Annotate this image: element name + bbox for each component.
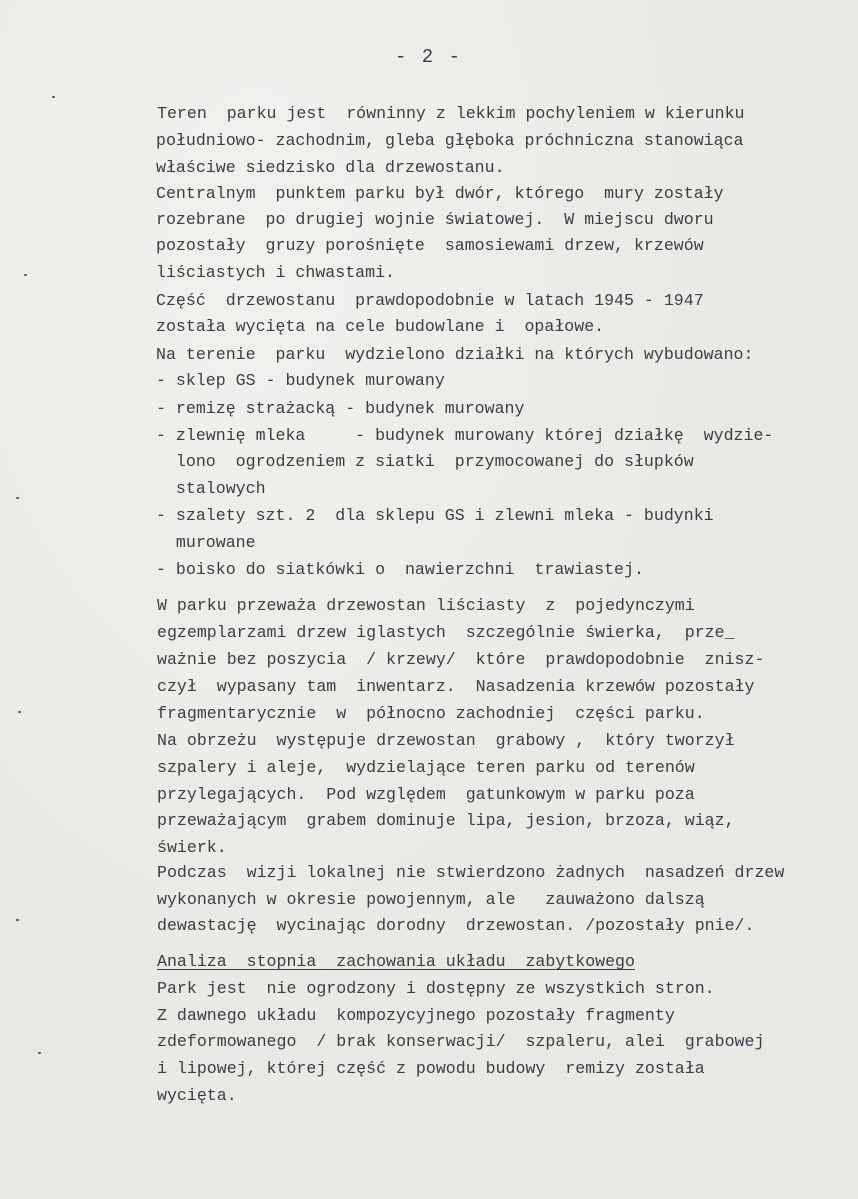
list-item: - zlewnię mleka - budynek murowany której działkę wydzie-: [156, 426, 774, 445]
text-line: świerk.: [157, 838, 227, 857]
text-line: przeważającym grabem dominuje lipa, jesion, brzoza, wiąz,: [157, 811, 735, 830]
text-line: przylegających. Pod względem gatunkowym w parku poza: [157, 785, 695, 804]
text-line: wycięta.: [157, 1086, 237, 1105]
list-item: - sklep GS - budynek murowany: [156, 371, 445, 390]
list-item-continuation: murowane: [156, 533, 256, 552]
text-line: czył wypasany tam inwentarz. Nasadzenia krzewów pozostały: [157, 677, 755, 696]
text-line: Park jest nie ogrodzony i dostępny ze wszystkich stron.: [157, 979, 715, 998]
text-line: Teren parku jest równinny z lekkim pochyleniem w kierunku: [157, 104, 745, 123]
page-number: - 2 -: [395, 46, 463, 68]
text-line: południowo- zachodnim, gleba głęboka próchniczna stanowiąca: [156, 131, 744, 150]
text-line: Podczas wizji lokalnej nie stwierdzono żadnych nasadzeń drzew: [157, 863, 785, 882]
text-line: dewastację wycinając dorodny drzewostan. /pozostały pnie/.: [157, 916, 755, 935]
text-line: szpalery i aleje, wydzielające teren parku od terenów: [157, 758, 695, 777]
text-line: pozostały gruzy porośnięte samosiewami drzew, krzewów: [156, 236, 704, 255]
text-line: egzemplarzami drzew iglastych szczególnie świerka, prze_: [157, 623, 735, 642]
paper-speck: [18, 711, 21, 713]
text-line: Centralnym punktem parku był dwór, którego mury zostały: [156, 184, 724, 203]
text-line: została wycięta na cele budowlane i opałowe.: [156, 317, 605, 336]
paper-speck: [38, 1052, 41, 1054]
list-item-continuation: lono ogrodzeniem z siatki przymocowanej do słupków: [156, 452, 694, 471]
list-item: - boisko do siatkówki o nawierzchni trawiastej.: [156, 560, 644, 579]
text-line: fragmentarycznie w północno zachodniej części parku.: [157, 704, 705, 723]
paper-speck: [16, 497, 19, 499]
text-line: zdeformowanego / brak konserwacji/ szpaleru, alei grabowej: [157, 1032, 765, 1051]
text-line: właściwe siedzisko dla drzewostanu.: [156, 158, 505, 177]
paper-speck: [16, 919, 19, 921]
text-line: wykonanych w okresie powojennym, ale zauważono dalszą: [157, 890, 705, 909]
paper-speck: [52, 96, 55, 98]
text-line: Na terenie parku wydzielono działki na których wybudowano:: [156, 345, 754, 364]
text-line: ważnie bez poszycia / krzewy/ które prawdopodobnie znisz-: [157, 650, 765, 669]
list-item: - szalety szt. 2 dla sklepu GS i zlewni mleka - budynki: [156, 506, 714, 525]
text-line: Na obrzeżu występuje drzewostan grabowy , który tworzył: [157, 731, 735, 750]
paper-speck: [24, 274, 27, 276]
list-item-continuation: stalowych: [156, 479, 266, 498]
text-line: Część drzewostanu prawdopodobnie w latach 1945 - 1947: [156, 291, 704, 310]
text-line: rozebrane po drugiej wojnie światowej. W miejscu dworu: [156, 210, 714, 229]
text-line: liściastych i chwastami.: [156, 263, 395, 282]
text-line: i lipowej, której część z powodu budowy remizy została: [157, 1059, 705, 1078]
list-item: - remizę strażacką - budynek murowany: [156, 399, 525, 418]
section-heading: Analiza stopnia zachowania układu zabytkowego: [157, 952, 635, 971]
text-line: Z dawnego układu kompozycyjnego pozostały fragmenty: [157, 1006, 675, 1025]
text-line: W parku przeważa drzewostan liściasty z pojedynczymi: [157, 596, 695, 615]
